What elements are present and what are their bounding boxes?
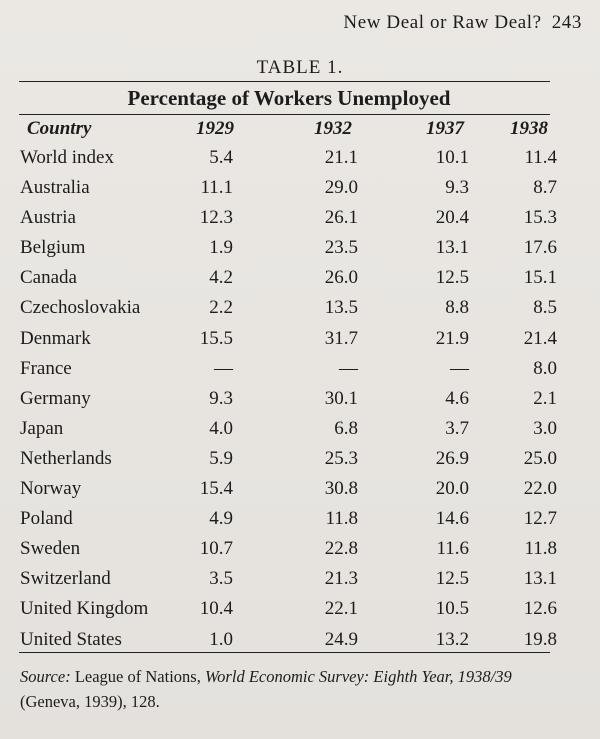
table-row (0, 476, 600, 506)
table-body (0, 145, 600, 657)
cell-1938: 8.5 (533, 297, 557, 319)
cell-1932: 13.5 (324, 297, 358, 319)
cell-1932: 21.1 (324, 147, 358, 168)
cell-1932: 26.1 (324, 207, 358, 229)
table-row (0, 386, 600, 416)
cell-1932: 24.9 (324, 628, 358, 650)
cell-1932: 29.0 (324, 177, 358, 199)
cell-1929: 9.3 (209, 387, 233, 409)
cell-1929: — (214, 357, 233, 379)
cell-1938: 8.7 (533, 177, 557, 199)
source-label: Source: (20, 667, 71, 686)
cell-1937: 9.3 (445, 177, 469, 199)
cell-1937: 8.8 (445, 297, 469, 319)
cell-1937: 13.1 (435, 237, 469, 259)
cell-1937: 20.0 (435, 478, 469, 500)
cell-1932: 23.5 (324, 237, 358, 259)
cell-1932: 22.8 (324, 538, 358, 560)
table-row (0, 356, 600, 386)
cell-1929: 5.4 (209, 147, 233, 168)
page-number: 243 (551, 12, 582, 33)
table-row (0, 596, 600, 626)
cell-country: Germany (20, 387, 91, 409)
cell-1929: 5.9 (209, 447, 233, 469)
cell-1937: 13.2 (435, 628, 469, 650)
cell-1929: 2.2 (209, 297, 233, 319)
cell-1932: 6.8 (334, 417, 358, 439)
cell-country: Netherlands (20, 447, 112, 469)
cell-1938: 19.8 (523, 628, 557, 650)
cell-country: United States (20, 628, 122, 650)
column-header-1938: 1938 (510, 118, 548, 139)
cell-1938: 15.1 (523, 267, 557, 289)
cell-1938: 15.3 (523, 207, 557, 229)
table-row (0, 506, 600, 536)
cell-1937: 4.6 (445, 387, 469, 409)
cell-1938: 25.0 (523, 447, 557, 469)
cell-1938: 17.6 (523, 237, 557, 259)
cell-1932: 11.8 (325, 508, 358, 530)
table-top-rule (19, 81, 550, 82)
table-row (0, 175, 600, 205)
cell-country: Canada (20, 267, 77, 289)
cell-1937: 26.9 (435, 447, 469, 469)
running-head-title: New Deal or Raw Deal? (343, 12, 542, 33)
running-head (343, 12, 582, 34)
cell-1937: 10.5 (435, 598, 469, 620)
source-publication: World Economic Survey: Eighth Year, 1938/39 (204, 667, 512, 686)
cell-1929: 10.7 (199, 538, 233, 560)
table-row (0, 416, 600, 446)
cell-1932: 25.3 (324, 447, 358, 469)
cell-1938: 21.4 (523, 327, 557, 349)
cell-1938: 12.6 (523, 598, 557, 620)
cell-country: Austria (20, 207, 76, 229)
table-row (0, 566, 600, 596)
cell-1932: 26.0 (324, 267, 358, 289)
table-row (0, 145, 600, 175)
cell-1929: 12.3 (199, 207, 233, 229)
cell-1929: 1.9 (209, 237, 233, 259)
cell-country: France (20, 357, 72, 379)
column-header-1932: 1932 (314, 118, 352, 139)
cell-1929: 3.5 (209, 568, 233, 590)
cell-1929: 10.4 (199, 598, 233, 620)
cell-1932: 22.1 (324, 598, 358, 620)
cell-1929: 1.0 (209, 628, 233, 650)
cell-1932: 30.8 (324, 478, 358, 500)
table-row (0, 205, 600, 235)
cell-1937: — (450, 357, 469, 379)
cell-1937: 14.6 (435, 508, 469, 530)
cell-country: World index (20, 147, 114, 168)
cell-country: Switzerland (20, 568, 111, 590)
cell-1937: 12.5 (435, 568, 469, 590)
table-row (0, 536, 600, 566)
cell-1938: 2.1 (533, 387, 557, 409)
table-title: Percentage of Workers Unemployed (127, 86, 451, 110)
table-row (0, 265, 600, 295)
cell-1937: 12.5 (435, 267, 469, 289)
column-header-1929: 1929 (196, 118, 234, 139)
cell-1929: 15.5 (199, 327, 233, 349)
cell-1938: 12.7 (523, 508, 557, 530)
table-header-rule (19, 114, 550, 115)
cell-country: Australia (20, 177, 90, 199)
cell-country: Poland (20, 508, 73, 530)
cell-country: Czechoslovakia (20, 297, 141, 319)
cell-1929: 11.1 (200, 177, 233, 199)
cell-1937: 11.6 (436, 538, 469, 560)
cell-1937: 10.1 (435, 147, 469, 168)
column-header-1937: 1937 (426, 118, 464, 139)
table-row (0, 326, 600, 356)
cell-1929: 4.9 (209, 508, 233, 530)
cell-country: Belgium (20, 237, 86, 259)
table-bottom-rule (19, 652, 550, 653)
source-text-1: League of Nations, (70, 667, 205, 686)
cell-1929: 4.0 (209, 417, 233, 439)
cell-1932: 31.7 (324, 327, 358, 349)
column-header-country: Country (27, 118, 92, 139)
source-note (20, 664, 580, 714)
cell-1937: 21.9 (435, 327, 469, 349)
cell-country: Japan (20, 417, 64, 439)
cell-1937: 3.7 (445, 417, 469, 439)
cell-1938: 8.0 (533, 357, 557, 379)
table-row (0, 295, 600, 325)
table-row (0, 446, 600, 476)
cell-1938: 22.0 (523, 478, 557, 500)
table-label: TABLE 1. (256, 57, 344, 78)
cell-country: Norway (20, 478, 82, 500)
table-row (0, 235, 600, 265)
cell-1938: 11.8 (524, 538, 557, 560)
cell-1937: 20.4 (435, 207, 469, 229)
cell-country: Denmark (20, 327, 91, 349)
cell-1932: 21.3 (324, 568, 358, 590)
cell-1929: 4.2 (209, 267, 233, 289)
cell-1938: 3.0 (533, 417, 557, 439)
source-text-2: (Geneva, 1939), 128. (20, 692, 160, 711)
cell-country: United Kingdom (20, 598, 149, 620)
cell-1932: 30.1 (324, 387, 358, 409)
cell-1938: 13.1 (523, 568, 557, 590)
cell-country: Sweden (20, 538, 81, 560)
cell-1932: — (339, 357, 358, 379)
cell-1929: 15.4 (199, 478, 233, 500)
cell-1938: 11.4 (524, 147, 557, 168)
